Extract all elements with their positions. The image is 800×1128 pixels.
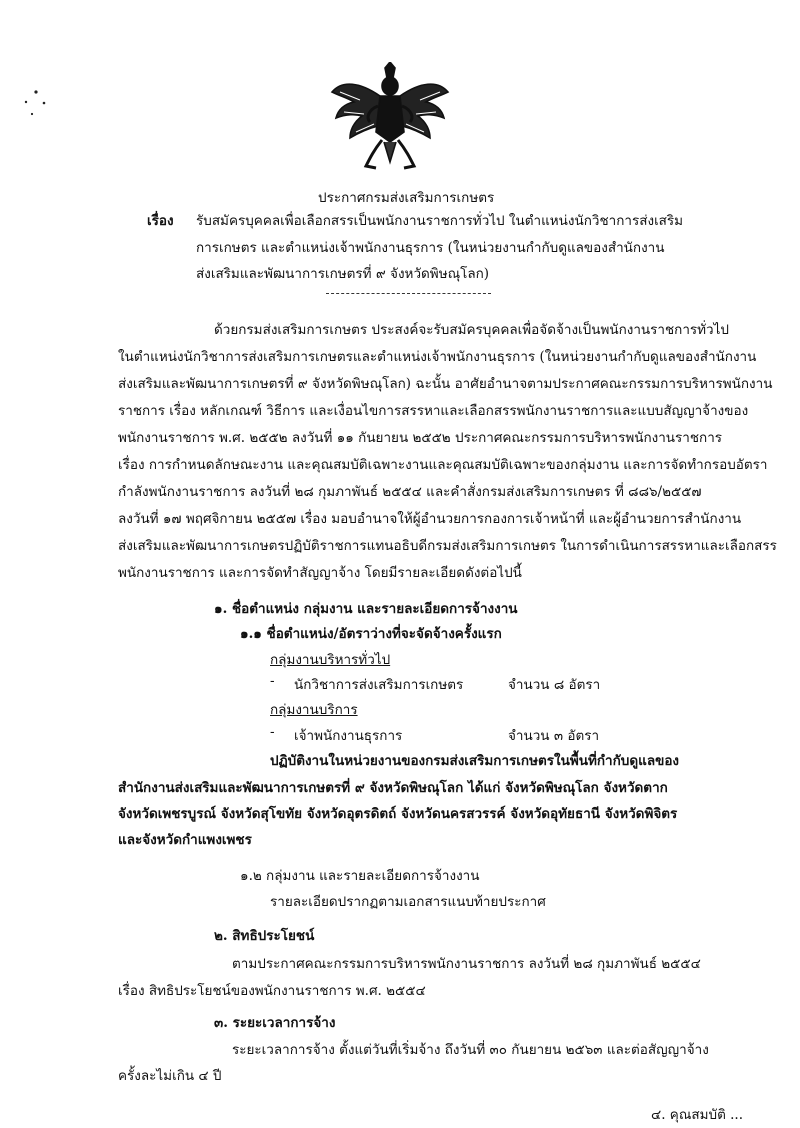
- intro-line: กำลังพนักงานราชการ ลงวันที่ ๒๘ กุมภาพันธ์ ๒๕๕๔ และคำสั่งกรมส่งเสริมการเกษตร ที่ ๘๘๖/๒๕๕๗: [118, 484, 702, 500]
- intro-line: ราชการ เรื่อง หลักเกณฑ์ วิธีการ และเงื่อนไขการสรรหาและเลือกสรรพนักงานราชการและแบบสัญญาจ้างของ: [118, 403, 749, 419]
- section-1-heading: ๑. ชื่อตำแหน่ง กลุ่มงาน และรายละเอียดการจ้างงาน: [214, 601, 518, 617]
- intro-line: พนักงานราชการ และการจัดทำสัญญาจ้าง โดยมีรายละเอียดดังต่อไปนี้: [118, 565, 522, 581]
- section-2-heading: ๒. สิทธิประโยชน์: [214, 928, 315, 944]
- header-divider: [326, 293, 491, 294]
- intro-line: พนักงานราชการ พ.ศ. ๒๕๕๒ ลงวันที่ ๑๑ กันยายน ๒๕๕๒ ประกาศคณะกรรมการบริหารพนักงานราชการ: [118, 430, 723, 446]
- garuda-emblem-icon: [330, 62, 450, 174]
- bullet-dash: -: [270, 673, 275, 689]
- work-area-line: จังหวัดเพชรบูรณ์ จังหวัดสุโขทัย จังหวัดอุตรดิตถ์ จังหวัดนครสวรรค์ จังหวัดอุทัยธานี จังหวัดพิจิตร: [118, 806, 678, 822]
- position-count: จำนวน ๓ อัตรา: [508, 728, 600, 744]
- intro-line: ด้วยกรมส่งเสริมการเกษตร ประสงค์จะรับสมัครบุคคลเพื่อจัดจ้างเป็นพนักงานราชการทั่วไป: [214, 322, 729, 338]
- section-3-line: ระยะเวลาการจ้าง ตั้งแต่วันที่เริ่มจ้าง ถึงวันที่ ๓๐ กันยายน ๒๕๖๓ และต่อสัญญาจ้าง: [232, 1042, 709, 1058]
- page-continuation: ๔. คุณสมบัติ ...: [651, 1107, 743, 1123]
- subject-line-2: การเกษตร และตำแหน่งเจ้าพนักงานธุรการ (ในหน่วยงานกำกับดูแลของสำนักงาน: [196, 240, 665, 256]
- section-1-2-text: รายละเอียดปรากฏตามเอกสารแนบท้ายประกาศ: [270, 894, 546, 910]
- section-2-line: เรื่อง สิทธิประโยชน์ของพนักงานราชการ พ.ศ. ๒๕๕๔: [118, 983, 426, 999]
- group-name: กลุ่มงานบริการ: [270, 702, 358, 718]
- work-area-line: และจังหวัดกำแพงเพชร: [118, 832, 252, 848]
- subject-line-3: ส่งเสริมและพัฒนาการเกษตรที่ ๙ จังหวัดพิษณุโลก): [196, 266, 490, 282]
- position-count: จำนวน ๘ อัตรา: [508, 677, 601, 693]
- intro-line: ส่งเสริมและพัฒนาการเกษตรที่ ๙ จังหวัดพิษณุโลก) ฉะนั้น อาศัยอำนาจตามประกาศคณะกรรมการบริหารพนักงาน: [118, 376, 773, 392]
- work-area-line: สำนักงานส่งเสริมและพัฒนาการเกษตรที่ ๙ จังหวัดพิษณุโลก ได้แก่ จังหวัดพิษณุโลก จังหวัดตาก: [118, 780, 668, 796]
- intro-line: เรื่อง การกำหนดลักษณะงาน และคุณสมบัติเฉพาะงานและคุณสมบัติเฉพาะของกลุ่มงาน และการจัดทำกรอบอัตรา: [118, 457, 768, 473]
- subject-label: เรื่อง: [147, 213, 174, 229]
- section-3-heading: ๓. ระยะเวลาการจ้าง: [214, 1015, 336, 1031]
- section-1-1-heading: ๑.๑ ชื่อตำแหน่ง/อัตราว่างที่จะจัดจ้างครั้งแรก: [240, 626, 502, 642]
- position-name: เจ้าพนักงานธุรการ: [294, 728, 403, 744]
- section-3-line: ครั้งละไม่เกิน ๔ ปี: [118, 1068, 222, 1084]
- section-1-2-heading: ๑.๒ กลุ่มงาน และรายละเอียดการจ้างงาน: [240, 868, 480, 884]
- position-name: นักวิชาการส่งเสริมการเกษตร: [294, 677, 464, 693]
- announcement-title: ประกาศกรมส่งเสริมการเกษตร: [318, 190, 495, 206]
- intro-line: ในตำแหน่งนักวิชาการส่งเสริมการเกษตรและตำแหน่งเจ้าพนักงานธุรการ (ในหน่วยงานกำกับดูแลของสำนักงาน: [118, 349, 757, 365]
- work-area-line: ปฏิบัติงานในหน่วยงานของกรมส่งเสริมการเกษตรในพื้นที่กำกับดูแลของ: [270, 753, 680, 769]
- intro-line: ลงวันที่ ๑๗ พฤศจิกายน ๒๕๕๗ เรื่อง มอบอำนาจให้ผู้อำนวยการกองการเจ้าหน้าที่ และผู้อำนวยการสำนักงาน: [118, 511, 742, 527]
- scan-speck-marks: [22, 88, 52, 118]
- subject-line-1: รับสมัครบุคคลเพื่อเลือกสรรเป็นพนักงานราชการทั่วไป ในตำแหน่งนักวิชาการส่งเสริม: [196, 213, 684, 229]
- group-name: กลุ่มงานบริหารทั่วไป: [270, 652, 391, 668]
- bullet-dash: -: [270, 724, 275, 740]
- section-2-line: ตามประกาศคณะกรรมการบริหารพนักงานราชการ ลงวันที่ ๒๘ กุมภาพันธ์ ๒๕๕๔: [232, 956, 701, 972]
- intro-line: ส่งเสริมและพัฒนาการเกษตรปฏิบัติราชการแทนอธิบดีกรมส่งเสริมการเกษตร ในการดำเนินการสรรหาและเลือกสรร: [118, 538, 777, 554]
